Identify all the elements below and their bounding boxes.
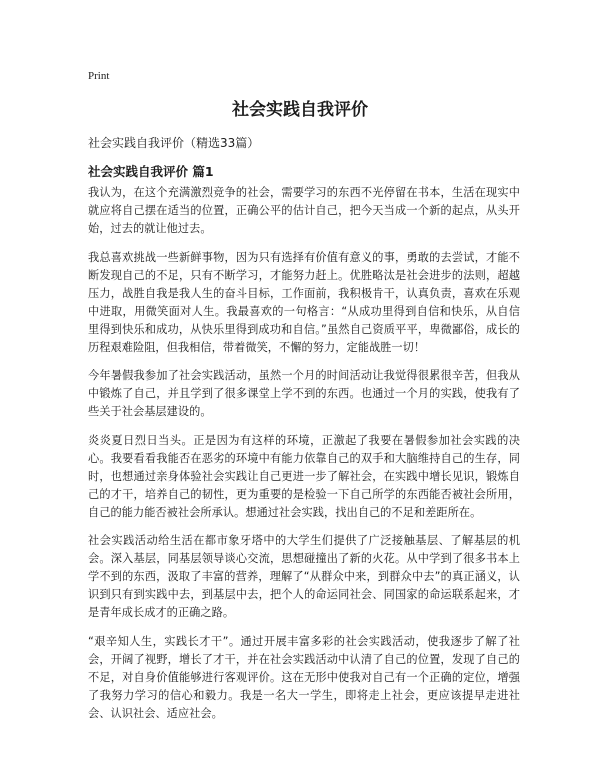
article-body — [88, 184, 520, 733]
paragraph: 社会实践活动给生活在都市象牙塔中的大学生们提供了广泛接触基层、了解基层的机会。深入基层，同基层领导谈心交流，思想碰撞出了新的火花。从中学到了很多书本上学不到的东西，汲取了丰富的营养，理解了“从群众中来，到群众中去”的真正涵义，认识到只有到实践中去，到基层中去，把个人的命运同社会、同国家的命运联系起来，才是青年成长成才的正确之路。 — [88, 534, 520, 619]
paragraph: 我认为，在这个充满激烈竞争的社会，需要学习的东西不光停留在书本，生活在现实中就应将自己摆在适当的位置，正确公平的估计自己，把今天当成一个新的起点，从头开始，过去的就让他过去。 — [88, 186, 520, 235]
document-subtitle: 社会实践自我评价（精选33篇） — [88, 136, 260, 150]
page-title: 社会实践自我评价 — [232, 100, 368, 120]
paragraph: “艰辛知人生，实践长才干”。通过开展丰富多彩的社会实践活动，使我逐步了解了社会，开阔了视野，增长了才干，并在社会实践活动中认清了自己的位置，发现了自己的不足，对自身价值能够进行客观评价。这在无形中使我对自己有一个正确的定位，增强了我努力学习的信心和毅力。我是一名大一学生，即将走上社会，更应该提早走进社会、认识社会、适应社会。 — [88, 634, 520, 720]
paragraph: 今年暑假我参加了社会实践活动，虽然一个月的时间活动让我觉得很累很辛苦，但我从中锻炼了自己，并且学到了很多课堂上学不到的东西。也通过一个月的实践，使我有了些关于社会基层建设的。 — [88, 369, 520, 418]
paragraph: 我总喜欢挑战一些新鲜事物，因为只有选择有价值有意义的事，勇敢的去尝试，才能不断发现自己的不足，只有不断学习，才能努力赶上。优胜略汰是社会进步的法则，超越压力，战胜自我是我人生的奋斗目标，工作面前，我积极肯干，认真负责，喜欢在乐观中进取，用微笑面对人生。我最喜欢的一句格言：“从成功里得到自信和快乐，从自信里得到快乐和成功，从快乐里得到成功和自信。”虽然自己资质平平，卑微鄙俗，成长的历程艰难险阻，但我相信，带着微笑，不懈的努力，定能战胜一切！ — [88, 250, 520, 354]
paragraph: 炎炎夏日烈日当头。正是因为有这样的环境，正激起了我要在暑假参加社会实践的决心。我要看看我能否在恶劣的环境中有能力依靠自己的双手和大脑维持自己的生存，同时，也想通过亲身体验社会实践让自己更进一步了解社会，在实践中增长见识，锻炼自己的才干，培养自己的韧性，更为重要的是检验一下自己所学的东西能否被社会所用，自己的能力能否被社会所承认。想通过社会实践，找出自己的不足和差距所在。 — [88, 433, 520, 519]
print-link[interactable]: Print — [88, 70, 110, 82]
section-heading: 社会实践自我评价 篇1 — [88, 164, 214, 179]
